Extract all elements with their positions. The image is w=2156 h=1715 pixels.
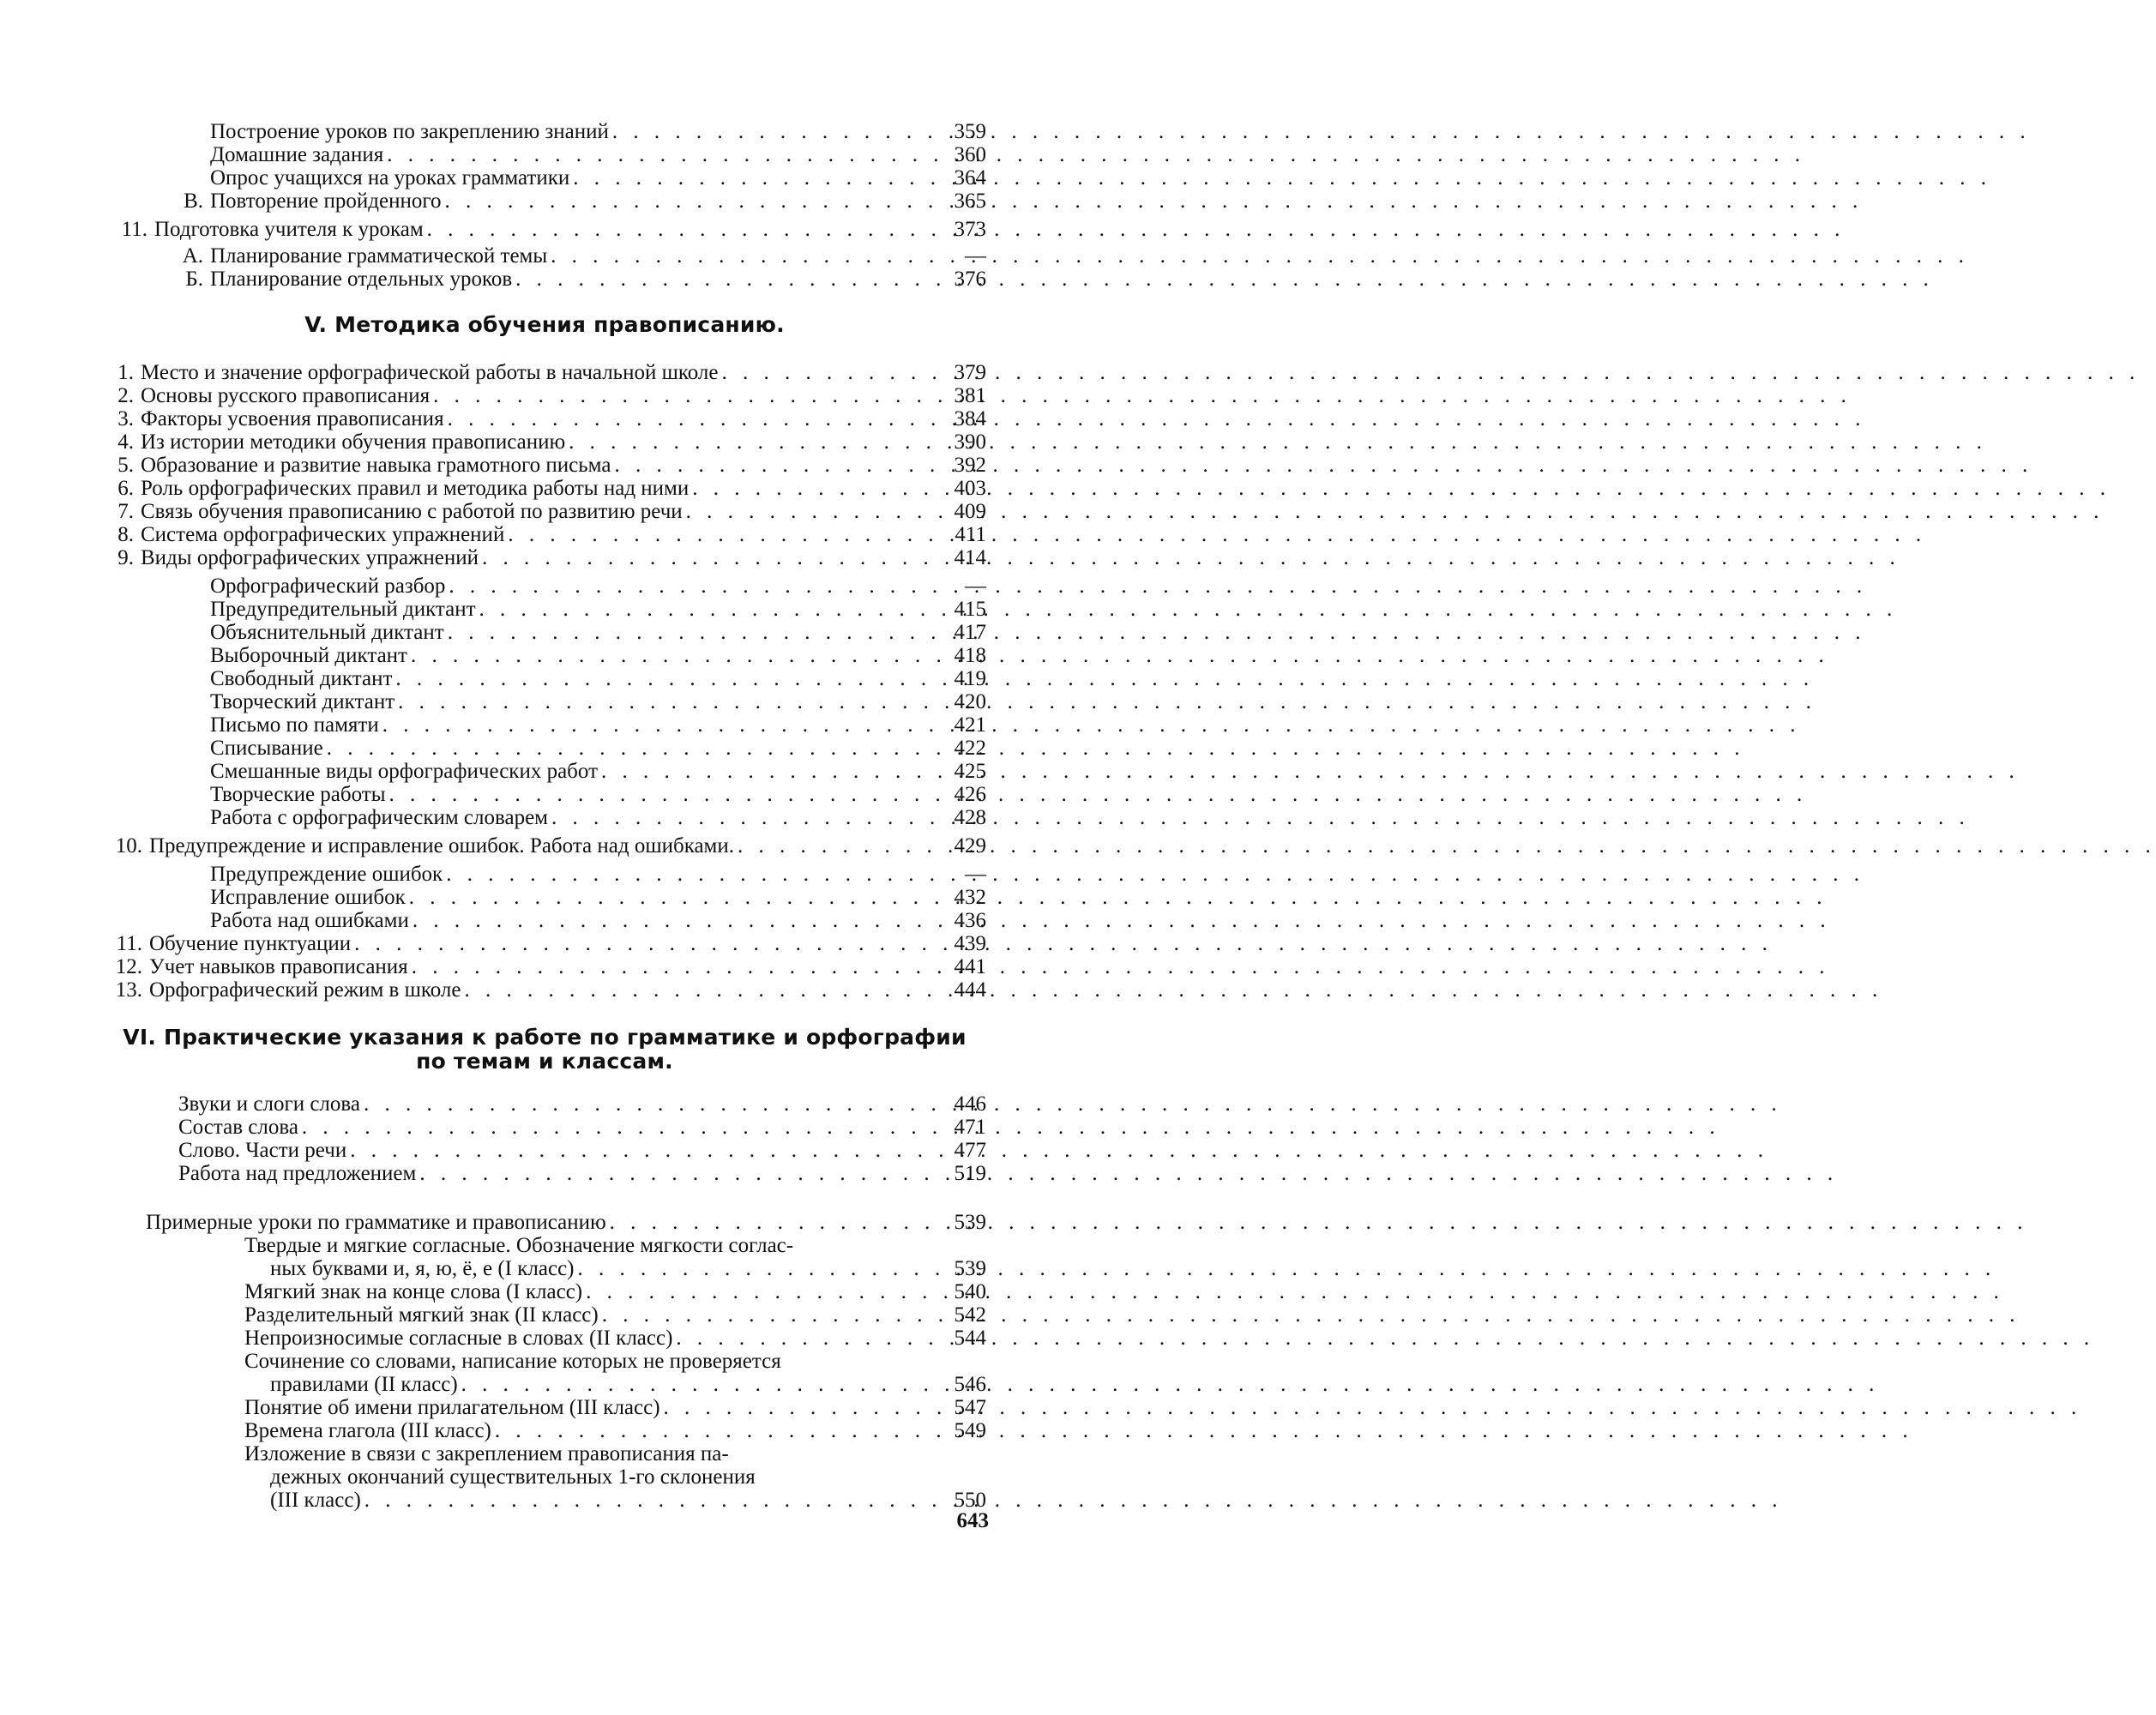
toc-entry [103,1373,986,1396]
section-6-list [103,1092,986,1185]
entry-number: 13. [115,978,142,1002]
entry-title: Свободный диктант [210,667,393,690]
toc-entry [103,430,986,454]
toc-entry [103,1211,986,1234]
entry-title: Примерные уроки по грамматике и правописанию [146,1211,606,1234]
toc-entry [103,1257,986,1280]
toc-entry [103,120,986,143]
entry-title: Опрос учащихся на уроках грамматики [210,166,570,190]
entry-number: 7. [117,500,134,523]
entry-page: 425 [954,760,986,783]
entry-page: 376 [954,268,986,291]
entry-title: Письмо по памяти [210,713,379,737]
entry-title: Смешанные виды орфографических работ [210,760,598,783]
toc-entry [103,713,986,737]
entry-title: правилами (II класс) [270,1373,458,1396]
toc-entry [103,932,986,955]
entry-title: Списывание [210,737,323,760]
entry-page: 360 [954,143,986,166]
entry-title: Слово. Части речи [178,1139,347,1162]
entry-page: 539 [954,1257,986,1280]
entry-title: Времена глагола (III класс) [244,1419,491,1442]
toc-entry [103,546,986,569]
entry-number: 11. [116,932,142,955]
toc-entry [103,1092,986,1116]
toc-entry [103,500,986,523]
entry-title: Мягкий знак на конце слова (I класс) [244,1280,583,1303]
toc-entry [103,863,986,886]
toc-entry [103,886,986,909]
entry-page: 542 [954,1303,986,1327]
entry-title: Работа над предложением [178,1162,417,1185]
entry-page: 432 [954,886,986,909]
entry-page: 392 [954,454,986,477]
entry-title: Орфографический разбор [210,575,446,598]
section-heading: V. Методика обучения правописанию. [304,312,785,337]
entry-number: 1. [117,361,134,384]
entry-page: 364 [954,166,986,190]
entry-title: Работа над ошибками [210,909,409,932]
entry-page: 436 [954,909,986,932]
entry-title: Обучение пунктуации [149,932,352,955]
toc-entry [103,806,986,829]
entry-title-line: Сочинение со словами, написание которых не проверяется [244,1350,781,1373]
entry-number: 2. [117,384,134,407]
toc-entry [103,1327,986,1350]
toc-entry [103,667,986,690]
toc-entry [103,955,986,978]
entry-title: Исправление ошибок [210,886,406,909]
entry-page: 519 [954,1162,986,1185]
entry-title: Учет навыков правописания [149,955,408,978]
toc-entry [103,621,986,644]
entry-title: Основы русского правописания [141,384,431,407]
entry-title: Факторы усвоения правописания [141,407,444,430]
entry-title: Творческий диктант [210,690,395,713]
entry-title: Система орфографических упражнений [141,523,505,546]
entry-page: 420 [954,690,986,713]
toc-entry [103,737,986,760]
toc-entry [103,1116,986,1139]
entry-title: Орфографический режим в школе [149,978,461,1002]
entry-title: Роль орфографических правил и методика работы над ними [141,477,690,500]
entry-page: 381 [954,384,986,407]
entry-page: 544 [954,1327,986,1350]
entry-number: 4. [117,430,134,454]
toc-entry [103,783,986,806]
entry-title: Место и значение орфографической работы в начальной школе [141,361,719,384]
entry-page: 539 [954,1211,986,1234]
entry-title: Планирование грамматической темы [210,244,548,268]
entry-title: Звуки и слоги слова [178,1092,360,1116]
toc-entry [103,477,986,500]
entry-page: 359 [954,120,986,143]
entry-title: Предупреждение и исправление ошибок. Работа над ошибками. [149,834,735,858]
toc-entry [103,1489,986,1512]
entry-title-line: Твердые и мягкие согласные. Обозначение мягкости соглас- [244,1234,794,1257]
entry-page: 419 [954,667,986,690]
entry-title: Построение уроков по закреплению знаний [210,120,609,143]
entry-title: Образование и развитие навыка грамотного письма [141,454,611,477]
entry-page: 365 [954,190,986,213]
entry-page: 547 [954,1396,986,1419]
entry-number: 8. [117,523,134,546]
entry-page: 422 [954,737,986,760]
entry-title: ных буквами и, я, ю, ё, е (I класс) [270,1257,575,1280]
entry-number: А. [182,244,203,268]
section-heading-line: VI. Практические указания к работе по грамматике и орфографии [123,1025,967,1050]
entry-title: Виды орфографических упражнений [141,546,479,569]
entry-title: Подготовка учителя к урокам [154,218,424,241]
section-heading-line: по темам и классам. [416,1049,673,1074]
toc-entry [103,909,986,932]
toc-entry [103,454,986,477]
toc-entry [103,361,986,384]
entry-page: — [965,863,986,886]
entry-number: 5. [117,454,134,477]
entry-page: 403 [954,477,986,500]
toc-entry [103,644,986,667]
entry-title: Понятие об имени прилагательном (III класс) [244,1396,660,1419]
toc-entry [103,834,986,858]
entry-title: Объяснительный диктант [210,621,444,644]
entry-number: 10. [115,834,142,858]
entry-title: Предупредительный диктант [210,598,476,621]
entry-number: 3. [117,407,134,430]
entry-page: 550 [954,1489,986,1512]
toc-entry [103,690,986,713]
entry-page: 390 [954,430,986,454]
entry-title: Повторение пройденного [210,190,442,213]
toc-entry [103,190,986,213]
entry-page: 417 [954,621,986,644]
section-5-list [103,361,986,1002]
entry-page: 477 [954,1139,986,1162]
entry-number: 12. [115,955,142,978]
entry-page: — [965,575,986,598]
toc-entry [103,218,986,241]
entry-page: 446 [954,1092,986,1116]
entry-title: Разделительный мягкий знак (II класс) [244,1303,599,1327]
entry-title: Домашние задания [210,143,384,166]
entry-page: 418 [954,644,986,667]
entry-page: 373 [954,218,986,241]
toc-entry [103,384,986,407]
entry-title: Состав слова [178,1116,298,1139]
entry-page: 429 [954,834,986,858]
entry-page: 428 [954,806,986,829]
entry-page: 439 [954,932,986,955]
entry-number: 6. [117,477,134,500]
toc-entry [103,1139,986,1162]
toc-entry [103,166,986,190]
toc-entry [103,598,986,621]
entry-title: Связь обучения правописанию с работой по развитию речи [141,500,683,523]
entry-number: Б. [185,268,203,291]
entry-page: 444 [954,978,986,1002]
section-heading [103,1026,986,1074]
entry-page: 411 [955,523,986,546]
entry-page: 414 [954,546,986,569]
entry-title-line: дежных окончаний существительных 1-го склонения [270,1465,756,1489]
entry-page: 415 [954,598,986,621]
model-lessons-list [103,1234,986,1512]
entry-title-line: Изложение в связи с закреплением правописания па- [244,1442,729,1465]
entry-page: 471 [954,1116,986,1139]
entry-number: 11. [121,218,148,241]
toc-entry [103,1162,986,1185]
toc-entry [103,523,986,546]
toc-entry [103,1280,986,1303]
entry-page: 441 [954,955,986,978]
entry-page: 384 [954,407,986,430]
toc-entry [103,1419,986,1442]
entry-number: В. [184,190,203,213]
entry-number: 9. [117,546,134,569]
entry-title: (III класс) [270,1489,361,1512]
entry-page: 426 [954,783,986,806]
entry-title: Непроизносимые согласные в словах (II класс) [244,1327,673,1350]
toc-entry [103,244,986,268]
entry-title: Работа с орфографическим словарем [210,806,548,829]
toc-entry [103,1396,986,1419]
toc-entry [103,978,986,1002]
entry-page: 421 [954,713,986,737]
entry-title: Планирование отдельных уроков [210,268,513,291]
toc-entry [103,1303,986,1327]
toc-entry [103,407,986,430]
entry-title: Предупреждение ошибок [210,863,443,886]
entry-page: 549 [954,1419,986,1442]
toc-entry [103,268,986,291]
entry-title: Выборочный диктант [210,644,407,667]
toc-entry [103,760,986,783]
toc-entry [103,143,986,166]
table-of-contents [103,120,986,1512]
toc-entry [103,575,986,598]
entry-page: 409 [954,500,986,523]
entry-title: Творческие работы [210,783,386,806]
entry-page: 379 [954,361,986,384]
entry-page: 546 [954,1373,986,1396]
entry-title: Из истории методики обучения правописанию [141,430,566,454]
entry-page: 540 [954,1280,986,1303]
entry-page: — [965,244,986,268]
page-number: 643 [956,1509,989,1532]
